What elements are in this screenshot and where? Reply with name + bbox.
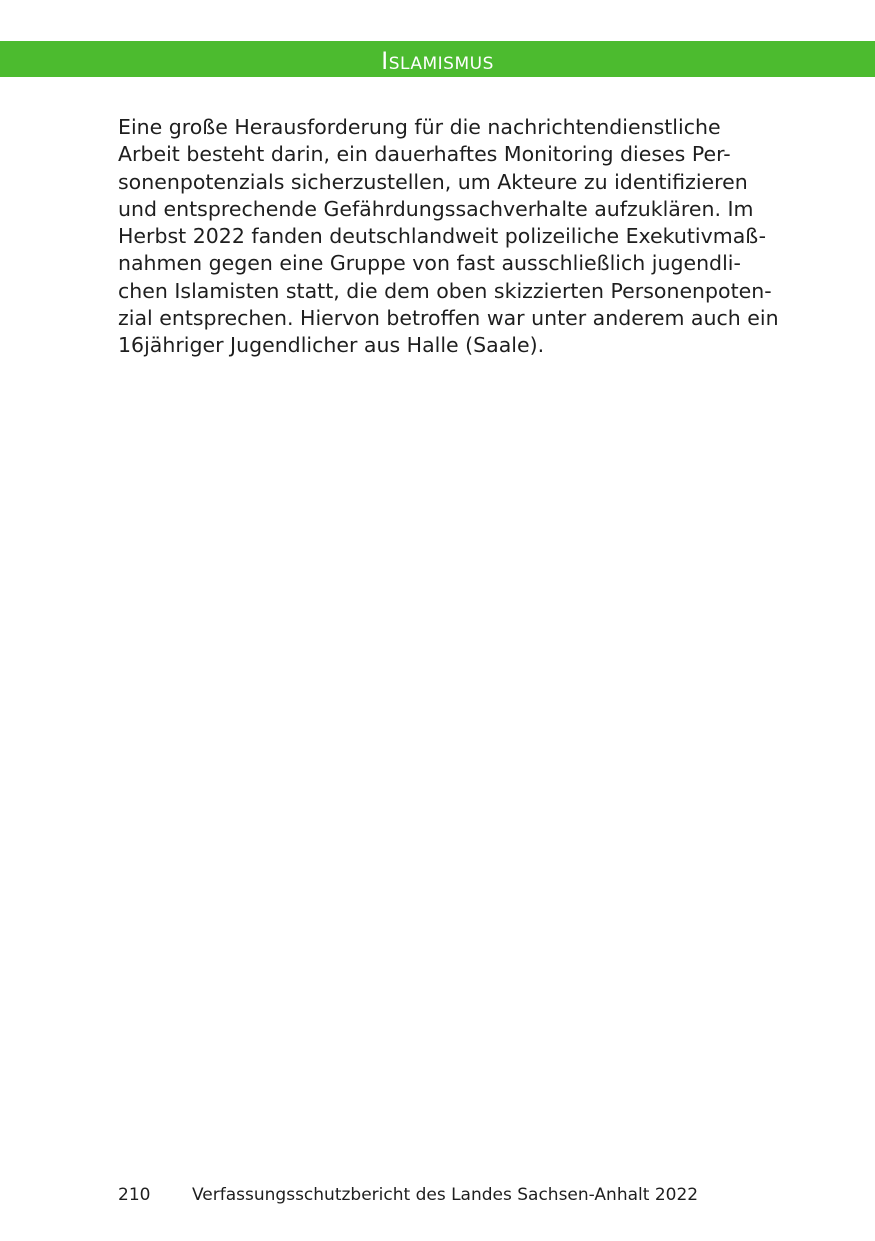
- section-header-bar: [0, 41, 875, 77]
- paragraph-line: Eine große Herausforderung für die nachrichtendienstliche: [118, 115, 721, 139]
- paragraph-line: sonenpotenzials sicherzustellen, um Akteure zu identifizieren: [118, 169, 748, 194]
- paragraph-line: chen Islamisten statt, die dem oben skizzierten Personenpoten-: [118, 278, 772, 303]
- section-title: Islamismus: [381, 47, 494, 75]
- publication-title: Verfassungsschutzbericht des Landes Sachsen-Anhalt 2022: [192, 1185, 699, 1205]
- paragraph-line: 16jähriger Jugendlicher aus Halle (Saale).: [118, 333, 545, 358]
- page-number: 210: [118, 1185, 151, 1205]
- paragraph-line: nahmen gegen eine Gruppe von fast ausschließlich jugendli-: [118, 251, 741, 276]
- paragraph-line: zial entsprechen. Hiervon betroffen war unter anderem auch ein: [118, 306, 779, 331]
- paragraph-line: Arbeit besteht darin, ein dauerhaftes Monitoring dieses Per-: [118, 142, 731, 167]
- paragraph-line: und entsprechende Gefährdungssachverhalte aufzuklären. Im: [118, 196, 754, 221]
- body-paragraph: [118, 114, 779, 360]
- paragraph-line: Herbst 2022 fanden deutschlandweit polizeiliche Exekutivmaß-: [118, 224, 766, 249]
